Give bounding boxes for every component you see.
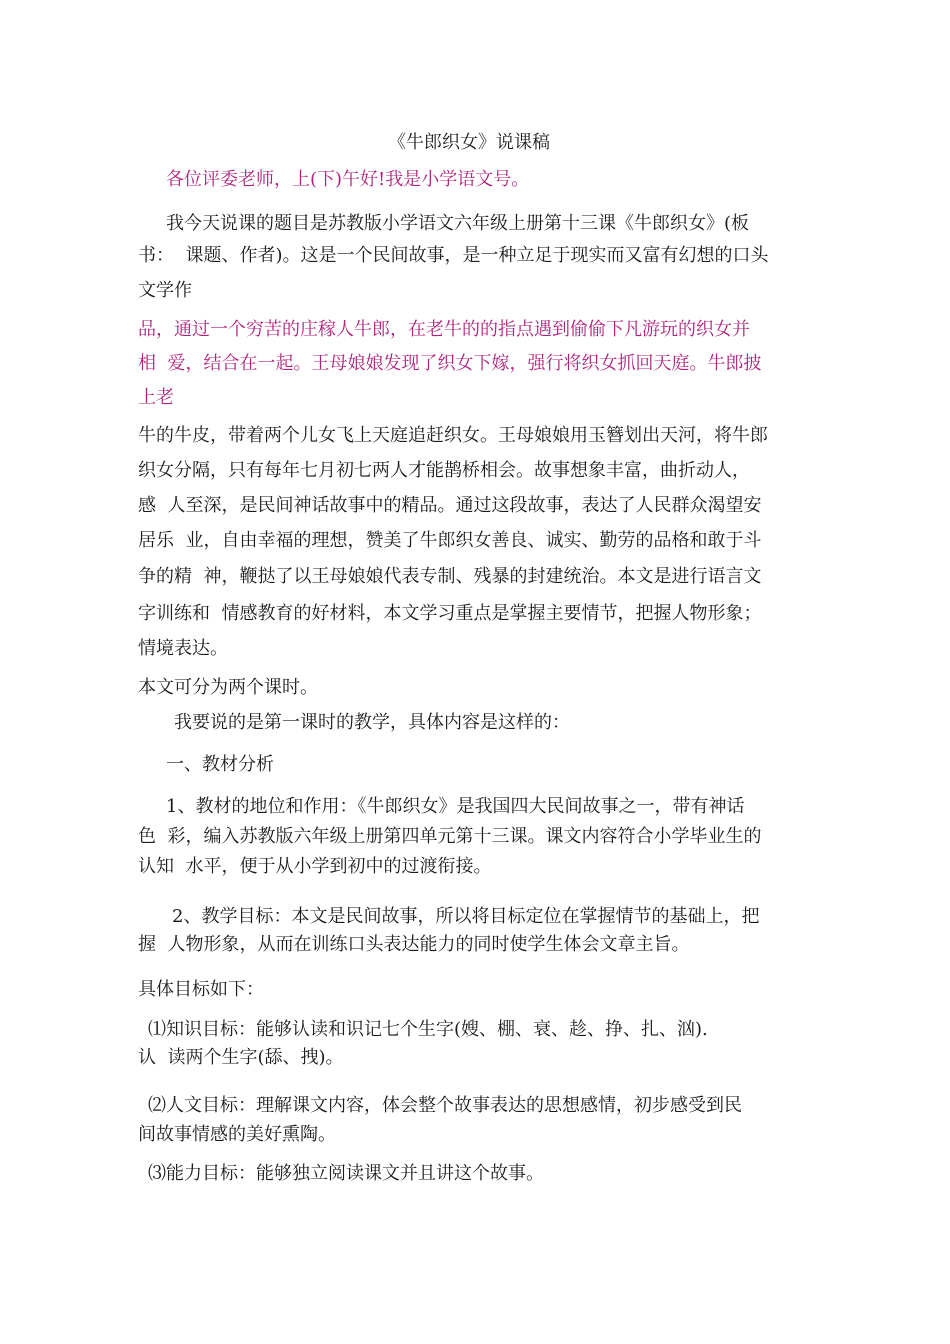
story-line: 居乐 业，自由幸福的理想，赞美了牛郎织女善良、诚实、勤劳的品格和敢于斗: [138, 530, 762, 551]
story-line: 牛的牛皮，带着两个儿女飞上天庭追赶织女。王母娘娘用玉簪划出天河，将牛郎: [138, 425, 768, 446]
intro-line: 书： 课题、作者)。这是一个民间故事，是一种立足于现实而又富有幻想的口头: [138, 245, 769, 266]
story-line: 争的精 神，鞭挞了以王母娘娘代表专制、残暴的封建统治。本文是进行语言文: [138, 566, 762, 587]
story-line: 相 爱，结合在一起。王母娘娘发现了织女下嫁，强行将织女抓回天庭。牛郎披: [138, 353, 762, 374]
point1-line: 认知 水平，便于从小学到初中的过渡衔接。: [138, 856, 492, 877]
story-line: 本文可分为两个课时。: [138, 677, 318, 698]
story-line: 字训练和 情感教育的好材料，本文学习重点是掌握主要情节，把握人物形象；: [138, 603, 762, 624]
section-heading: 一、教材分析: [166, 754, 274, 775]
intro-line: 我今天说课的题目是苏教版小学语文六年级上册第十三课《牛郎织女》(板: [166, 213, 750, 234]
story-line: 感 人至深，是民间神话故事中的精品。通过这段故事，表达了人民群众渴望安: [138, 495, 762, 516]
document-title: 《牛郎织女》说课稿: [388, 132, 550, 153]
intro-line: 文学作: [138, 280, 192, 301]
story-line: 品，通过一个穷苦的庄稼人牛郎，在老牛的的指点遇到偷偷下凡游玩的织女并: [138, 319, 750, 340]
greeting: 各位评委老师，上(下)午好!我是小学语文号。: [166, 169, 530, 190]
goal2-line: ⑵人文目标：理解课文内容，体会整个故事表达的思想感情，初步感受到民: [148, 1095, 742, 1116]
point2-line: 握 人物形象，从而在训练口头表达能力的同时使学生体会文章主旨。: [138, 934, 690, 955]
goal2-line: 间故事情感的美好熏陶。: [138, 1124, 336, 1145]
story-line: 织女分隔，只有每年七月初七两人才能鹊桥相会。故事想象丰富，曲折动人，: [138, 460, 750, 481]
point2-line: 2、教学目标：本文是民间故事，所以将目标定位在掌握情节的基础上，把: [172, 906, 760, 927]
story-line: 情境表达。: [138, 638, 228, 659]
goal1-line: 认 读两个生字(舔、拽)。: [138, 1047, 344, 1068]
goal1-line: ⑴知识目标：能够认读和识记七个生字(嫂、棚、衰、趁、挣、扎、汹).: [148, 1019, 708, 1040]
goal3-line: ⑶能力目标：能够独立阅读课文并且讲这个故事。: [148, 1163, 544, 1184]
point1-line: 1、教材的地位和作用：《牛郎织女》是我国四大民间故事之一，带有神话: [166, 796, 745, 817]
story-line: 上老: [138, 387, 174, 408]
goals-heading: 具体目标如下：: [138, 979, 264, 1000]
point1-line: 色 彩，编入苏教版六年级上册第四单元第十三课。课文内容符合小学毕业生的: [138, 826, 762, 847]
first-lesson-line: 我要说的是第一课时的教学，具体内容是这样的：: [174, 712, 570, 733]
